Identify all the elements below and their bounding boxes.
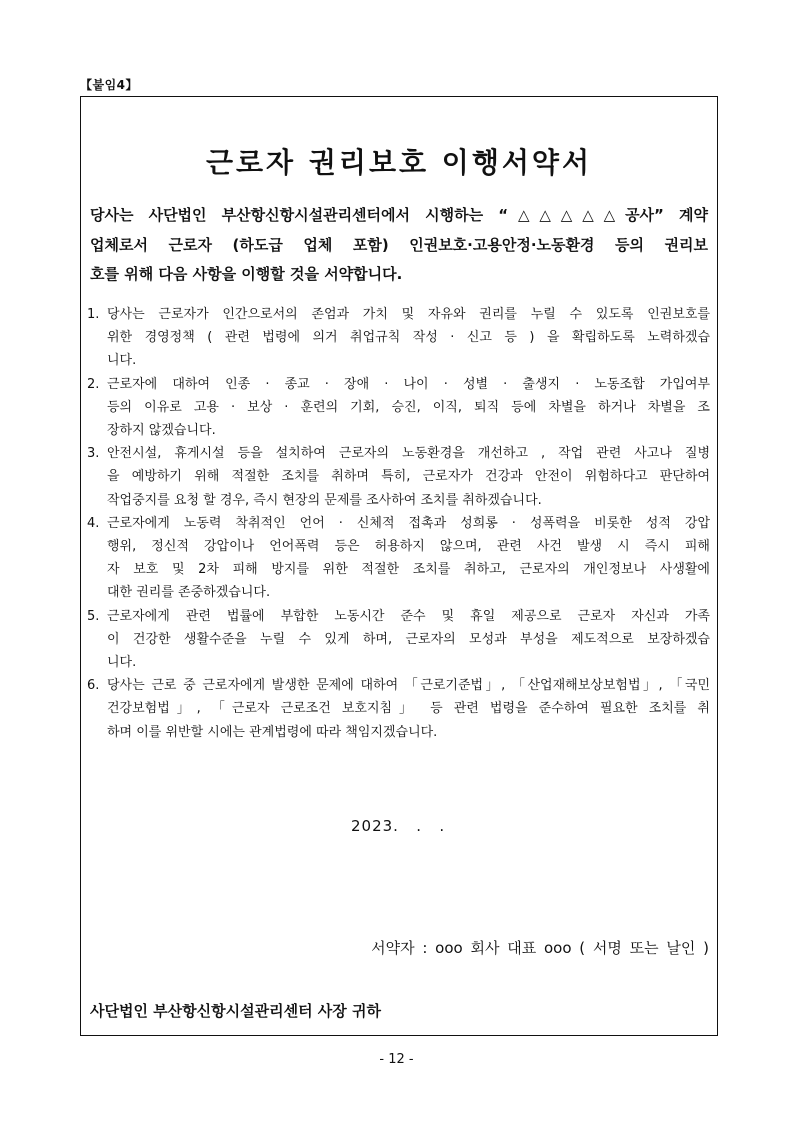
item-number: 3.: [87, 446, 100, 462]
item-line: 근로자에 대하여 인종 · 종교 · 장애 · 나이 · 성별 · 출생지 · 노동조합 가입여부: [107, 376, 710, 392]
item-number: 4.: [87, 515, 100, 531]
item-line: 대한 권리를 존중하겠습니다.: [107, 585, 271, 601]
item-line: 니다.: [107, 353, 137, 369]
pledge-frame: [80, 96, 718, 1036]
attachment-label: 【붙임4】: [80, 78, 139, 92]
item-line: 위한 경영정책 ( 관련 법령에 의거 취업규칙 작성 · 신고 등 ) 을 확립하도록 노력하겠습: [107, 330, 710, 346]
item-line: 근로자에게 관련 법률에 부합한 노동시간 준수 및 휴일 제공으로 근로자 자신과 가족: [107, 608, 710, 624]
document-title: 근로자 권리보호 이행서약서: [205, 146, 593, 179]
pledge-item-4: [87, 512, 710, 605]
item-text: [107, 512, 710, 605]
pledge-item-1: [87, 303, 710, 373]
pledge-items: [87, 303, 710, 744]
intro-line: 업체로서 근로자 (하도급 업체 포함) 인권보호·고용안정·노동환경 등의 권리보: [90, 235, 708, 254]
item-line: 등의 이유로 고용 · 보상 · 훈련의 기회, 승진, 이직, 퇴직 등에 차별을 하거나 차별을 조: [107, 399, 710, 415]
item-text: [107, 303, 710, 373]
item-line: 작업중지를 요청 할 경우, 즉시 현장의 문제를 조사하여 조치를 취하겠습니다.: [107, 492, 542, 508]
item-line: 행위, 정신적 강압이나 언어폭력 등은 허용하지 않으며, 관련 사건 발생 시 즉시 피해: [107, 539, 710, 555]
item-line: 안전시설, 휴게시설 등을 설치하여 근로자의 노동환경을 개선하고 , 작업 관련 사고나 질병: [107, 446, 710, 462]
item-number: 5.: [87, 608, 100, 624]
item-line: 하며 이를 위반할 시에는 관계법령에 따라 책임지겠습니다.: [107, 724, 438, 740]
item-line: 당사는 근로자가 인간으로서의 존엄과 가치 및 자유와 권리를 누릴 수 있도록 인권보호를: [107, 307, 710, 322]
pledge-date: 2023. . .: [351, 817, 446, 835]
item-line: 을 예방하기 위해 적절한 조치를 취하며 특히, 근로자가 건강과 안전이 위험하다고 판단하여: [107, 469, 710, 485]
intro-paragraph: [90, 201, 708, 290]
intro-line: 호를 위해 다음 사항을 이행할 것을 서약합니다.: [90, 265, 403, 283]
pledge-item-3: [87, 442, 710, 512]
intro-line: 당사는 사단법인 부산항신항시설관리센터에서 시행하는 “△△△△△공사” 계약: [90, 206, 708, 224]
page-number: - 12 -: [379, 1052, 414, 1067]
item-text: [107, 605, 710, 675]
item-line: 근로자에게 노동력 착취적인 언어 · 신체적 접촉과 성희롱 · 성폭력을 비롯한 성적 강압: [107, 515, 710, 531]
item-number: 1.: [87, 307, 100, 322]
signature-line: 서약자 : ooo 회사 대표 ooo ( 서명 또는 날인 ): [371, 939, 709, 957]
item-text: [107, 674, 710, 744]
addressee: 사단법인 부산항신항시설관리센터 사장 귀하: [90, 1002, 381, 1020]
item-number: 6.: [87, 678, 100, 694]
item-text: [107, 442, 710, 512]
item-line: 건강보험법」, 「근로자 근로조건 보호지침」 등 관련 법령을 준수하여 필요한 조치를 취: [107, 701, 710, 717]
pledge-item-2: [87, 373, 710, 443]
item-line: 이 건강한 생활수준을 누릴 수 있게 하며, 근로자의 모성과 부성을 제도적으로 보장하겠습: [107, 631, 710, 647]
item-line: 자 보호 및 2차 피해 방지를 위한 적절한 조치를 취하고, 근로자의 개인정보나 사생활에: [107, 562, 710, 578]
pledge-item-6: [87, 674, 710, 744]
item-line: 장하지 않겠습니다.: [107, 423, 216, 439]
item-line: 니다.: [107, 655, 137, 671]
item-number: 2.: [87, 376, 100, 392]
item-line: 당사는 근로 중 근로자에게 발생한 문제에 대하여 「근로기준법」, 「산업재해보상보험법」, 「국민: [107, 678, 710, 694]
pledge-item-5: [87, 605, 710, 675]
item-text: [107, 373, 710, 443]
